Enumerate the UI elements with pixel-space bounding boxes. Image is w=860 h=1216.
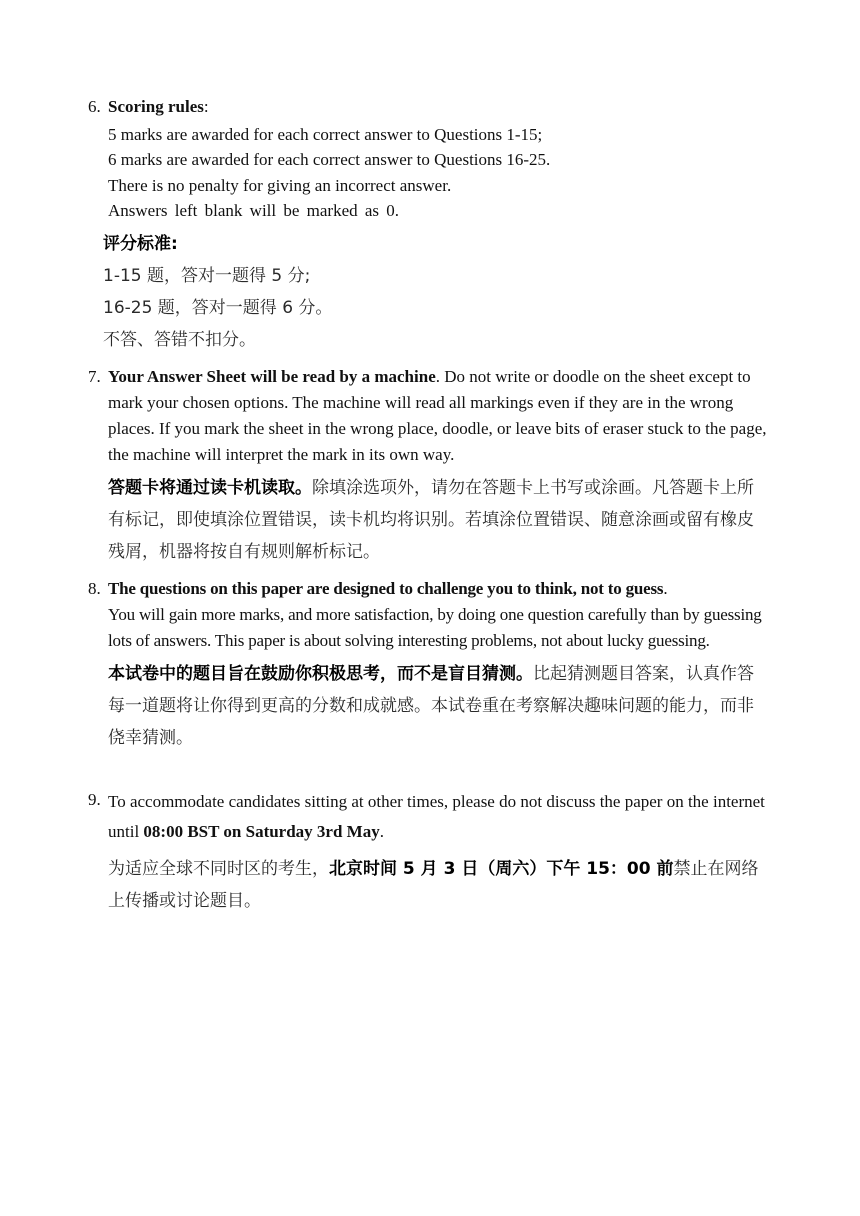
- item-chinese-paragraph: [108, 658, 768, 754]
- zh-item-heading: 答题卡将通过读卡机读取。: [108, 478, 312, 498]
- zh-scoring-line-2: 16-25 题，答对一题得 6 分。: [103, 297, 333, 318]
- zh-item-text-pre: 为适应全球不同时区的考生，: [108, 859, 329, 879]
- scoring-line-2: 6 marks are awarded for each correct answer to Questions 16-25.: [108, 150, 551, 169]
- scoring-line-1: 5 marks are awarded for each correct answer to Questions 1-15;: [108, 124, 543, 144]
- zh-item-heading: 本试卷中的题目旨在鼓励你积极思考，而不是盲目猜测。: [108, 664, 533, 684]
- item-body: [108, 576, 788, 754]
- item-heading: Scoring rules: [108, 97, 204, 116]
- scoring-line-3: There is no penalty for giving an incorrect answer.: [108, 175, 452, 195]
- item-heading-line: [108, 94, 798, 120]
- item-english-paragraph: [108, 576, 788, 654]
- zh-discussion-deadline: 北京时间 5 月 3 日（周六）下午 15：00 前: [329, 859, 674, 879]
- zh-item-text: 除填涂选项外，请勿在答题卡上书写或涂画。凡答题卡上所有标记，即使填涂位置错误，读卡机均将识别。若填涂位置错误、随意涂画或留有橡皮残屑，机器将按自有规则解析标记。: [108, 478, 754, 562]
- discussion-deadline: 08:00 BST on Saturday 3rd May: [143, 822, 380, 841]
- zh-scoring-heading: 评分标准:: [103, 233, 178, 254]
- item-number: 9.: [88, 790, 101, 809]
- item-heading: Your Answer Sheet will be read by a machine: [108, 367, 436, 386]
- item-body: [108, 787, 768, 917]
- item-number: 7.: [88, 367, 101, 386]
- item-body: [108, 364, 778, 568]
- item-heading-suffix: :: [203, 97, 209, 116]
- item-text-pre: To accommodate candidates sitting at other times, please do not discuss the paper on the internet until: [108, 792, 765, 841]
- item-chinese-paragraph: [108, 472, 768, 568]
- scoring-line-4: Answers left blank will be marked as 0.: [108, 201, 400, 220]
- item-number: 6.: [88, 97, 101, 116]
- item-number: 8.: [88, 579, 101, 598]
- item-chinese-paragraph: [108, 853, 768, 917]
- item-heading: The questions on this paper are designed to challenge you to think, not to guess: [108, 579, 664, 598]
- item-english-paragraph: [108, 364, 778, 468]
- item-english-paragraph: [108, 787, 768, 847]
- zh-scoring-line-1: 1-15 题，答对一题得 5 分;: [103, 265, 311, 286]
- zh-item-text: 比起猜测题目答案，认真作答每一道题将让你得到更高的分数和成就感。本试卷重在考察解决趣味问题的能力，而非侥幸猜测。: [108, 664, 754, 748]
- item-text: You will gain more marks, and more satisfaction, by doing one question carefully than by guessing lots of answers. This paper is about solving interesting problems, not about lucky guessing.: [108, 605, 762, 650]
- item-body: [103, 94, 798, 356]
- item-text: . Do not write or doodle on the sheet except to mark your chosen options. The machine will read all markings even if they are in the wrong places. If you mark the sheet in the wrong place, doodle, or leave bits of eraser stuck to the page, the machine will interpret the mark in its own way.: [108, 367, 767, 464]
- zh-scoring-line-3: 不答、答错不扣分。: [103, 329, 256, 350]
- zh-item-text-post: 禁止在网络上传播或讨论题目。: [108, 859, 759, 911]
- item-text-post: .: [379, 822, 384, 841]
- item-heading-suffix: .: [663, 579, 668, 598]
